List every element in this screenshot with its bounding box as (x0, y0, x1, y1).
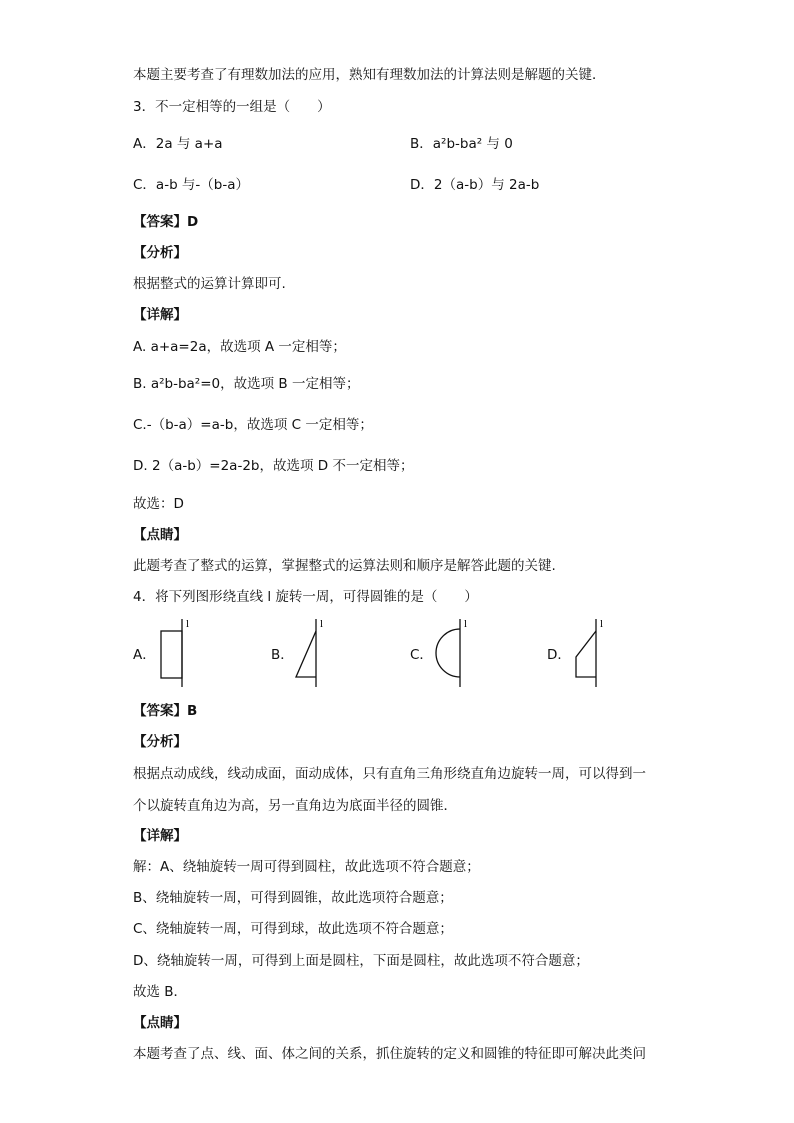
q3-detail-heading: 【详解】 (133, 307, 187, 323)
q4-detail-heading: 【详解】 (133, 828, 187, 844)
q3-detail-b: B. a²b-ba²=0，故选项 B 一定相等； (133, 376, 360, 392)
q4-analysis-heading: 【分析】 (133, 734, 187, 750)
q4-stem: 4．将下列图形绕直线 l 旋转一周，可得圆锥的是（ ） (133, 589, 478, 605)
q4-axis-label-d: l (600, 618, 604, 630)
q3-answer: 【答案】D (133, 214, 199, 230)
q3-choose: 故选：D (133, 496, 184, 512)
q4-figure-c (430, 617, 470, 689)
q4-figure-a-label: A． (133, 647, 156, 663)
q4-figure-d (570, 617, 610, 689)
q3-option-d: D．2（a-b）与 2a-b (410, 177, 540, 193)
q3-comment-heading: 【点睛】 (133, 527, 187, 543)
q3-option-b: B．a²b-ba² 与 0 (410, 136, 513, 152)
q4-figure-b (292, 617, 332, 689)
q4-figure-b-label: B． (271, 647, 294, 663)
q4-axis-label-a: l (186, 618, 190, 630)
q4-comment-heading: 【点睛】 (133, 1015, 187, 1031)
q4-axis-label-c: l (464, 618, 468, 630)
q3-detail-d: D. 2（a-b）=2a-2b，故选项 D 不一定相等； (133, 458, 414, 474)
q4-choose: 故选 B． (133, 984, 188, 1000)
q3-comment-text: 此题考查了整式的运算，掌握整式的运算法则和顺序是解答此题的关键. (133, 558, 556, 574)
q3-analysis-text: 根据整式的运算计算即可. (133, 276, 286, 292)
q3-option-a: A．2a 与 a+a (133, 136, 223, 152)
q4-answer: 【答案】B (133, 703, 198, 719)
q4-figure-a (158, 617, 198, 689)
q4-detail-b: B、绕轴旋转一周，可得到圆锥，故此选项符合题意； (133, 890, 453, 906)
q3-stem: 3．不一定相等的一组是（ ） (133, 99, 331, 115)
q4-detail-d: D、绕轴旋转一周，可得到上面是圆柱，下面是圆柱，故此选项不符合题意； (133, 953, 589, 969)
q3-option-c: C．a-b 与-（b-a） (133, 177, 250, 193)
q3-analysis-heading: 【分析】 (133, 245, 187, 261)
q4-figure-d-label: D． (547, 647, 571, 663)
q4-axis-label-b: l (320, 618, 324, 630)
q4-analysis-line-1: 根据点动成线，线动成面，面动成体，只有直角三角形绕直角边旋转一周，可以得到一 (133, 766, 646, 782)
q3-detail-a: A. a+a=2a，故选项 A 一定相等； (133, 339, 346, 355)
q4-detail-a: 解：A、绕轴旋转一周可得到圆柱，故此选项不符合题意； (133, 859, 480, 875)
q4-figure-c-label: C． (410, 647, 433, 663)
q3-detail-c: C.-（b-a）=a-b，故选项 C 一定相等； (133, 417, 373, 433)
intro-text: 本题主要考查了有理数加法的应用，熟知有理数加法的计算法则是解题的关键． (133, 67, 606, 83)
q4-analysis-line-2: 个以旋转直角边为高，另一直角边为底面半径的圆锥． (133, 798, 457, 814)
q4-comment-text: 本题考查了点、线、面、体之间的关系，抓住旋转的定义和圆锥的特征即可解决此类问 (133, 1046, 646, 1062)
q4-detail-c: C、绕轴旋转一周，可得到球，故此选项不符合题意； (133, 921, 453, 937)
